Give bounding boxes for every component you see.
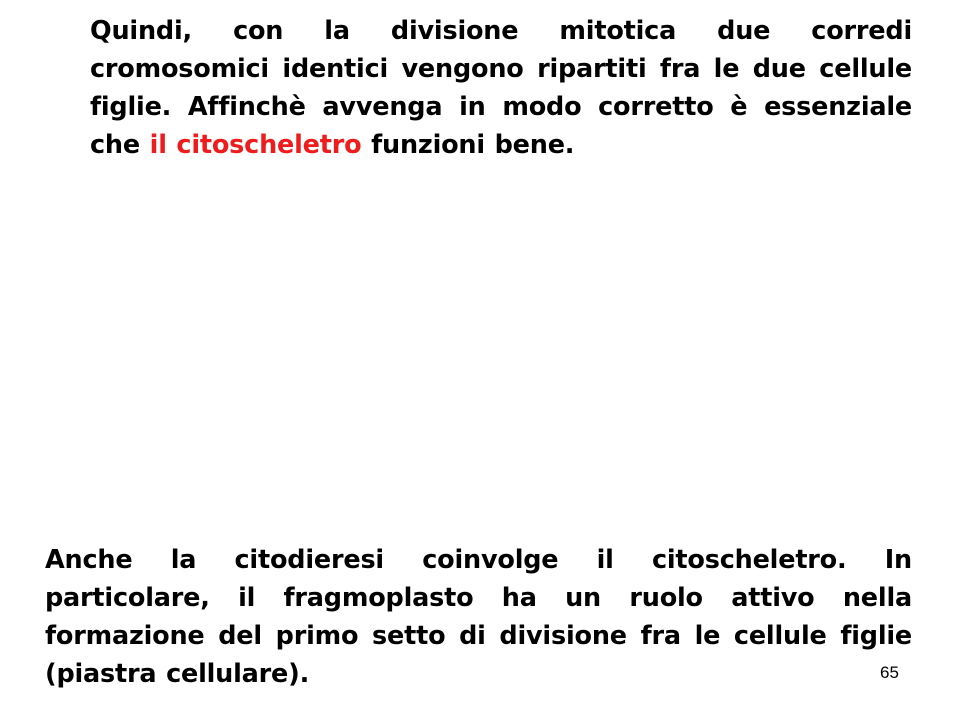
bottom-paragraph: Anche la citodieresi coinvolge il citoscheletro. In particolare, il fragmoplasto ha un ruolo attivo nella formazione del primo setto di divisione fra le cellule figlie (piastra cellulare). [45,545,912,689]
top-paragraph [90,12,912,164]
top-paragraph-text-after: funzioni bene. [361,130,575,160]
top-paragraph-text-before: Quindi, con la divisione mitotica due corredi cromosomici identici vengono ripartiti fra le due cellule figlie. Affinchè avvenga in modo corretto è essenziale che [90,16,912,160]
citoscheletro-highlight: il citoscheletro [149,130,362,160]
page-number: 65 [880,663,899,682]
